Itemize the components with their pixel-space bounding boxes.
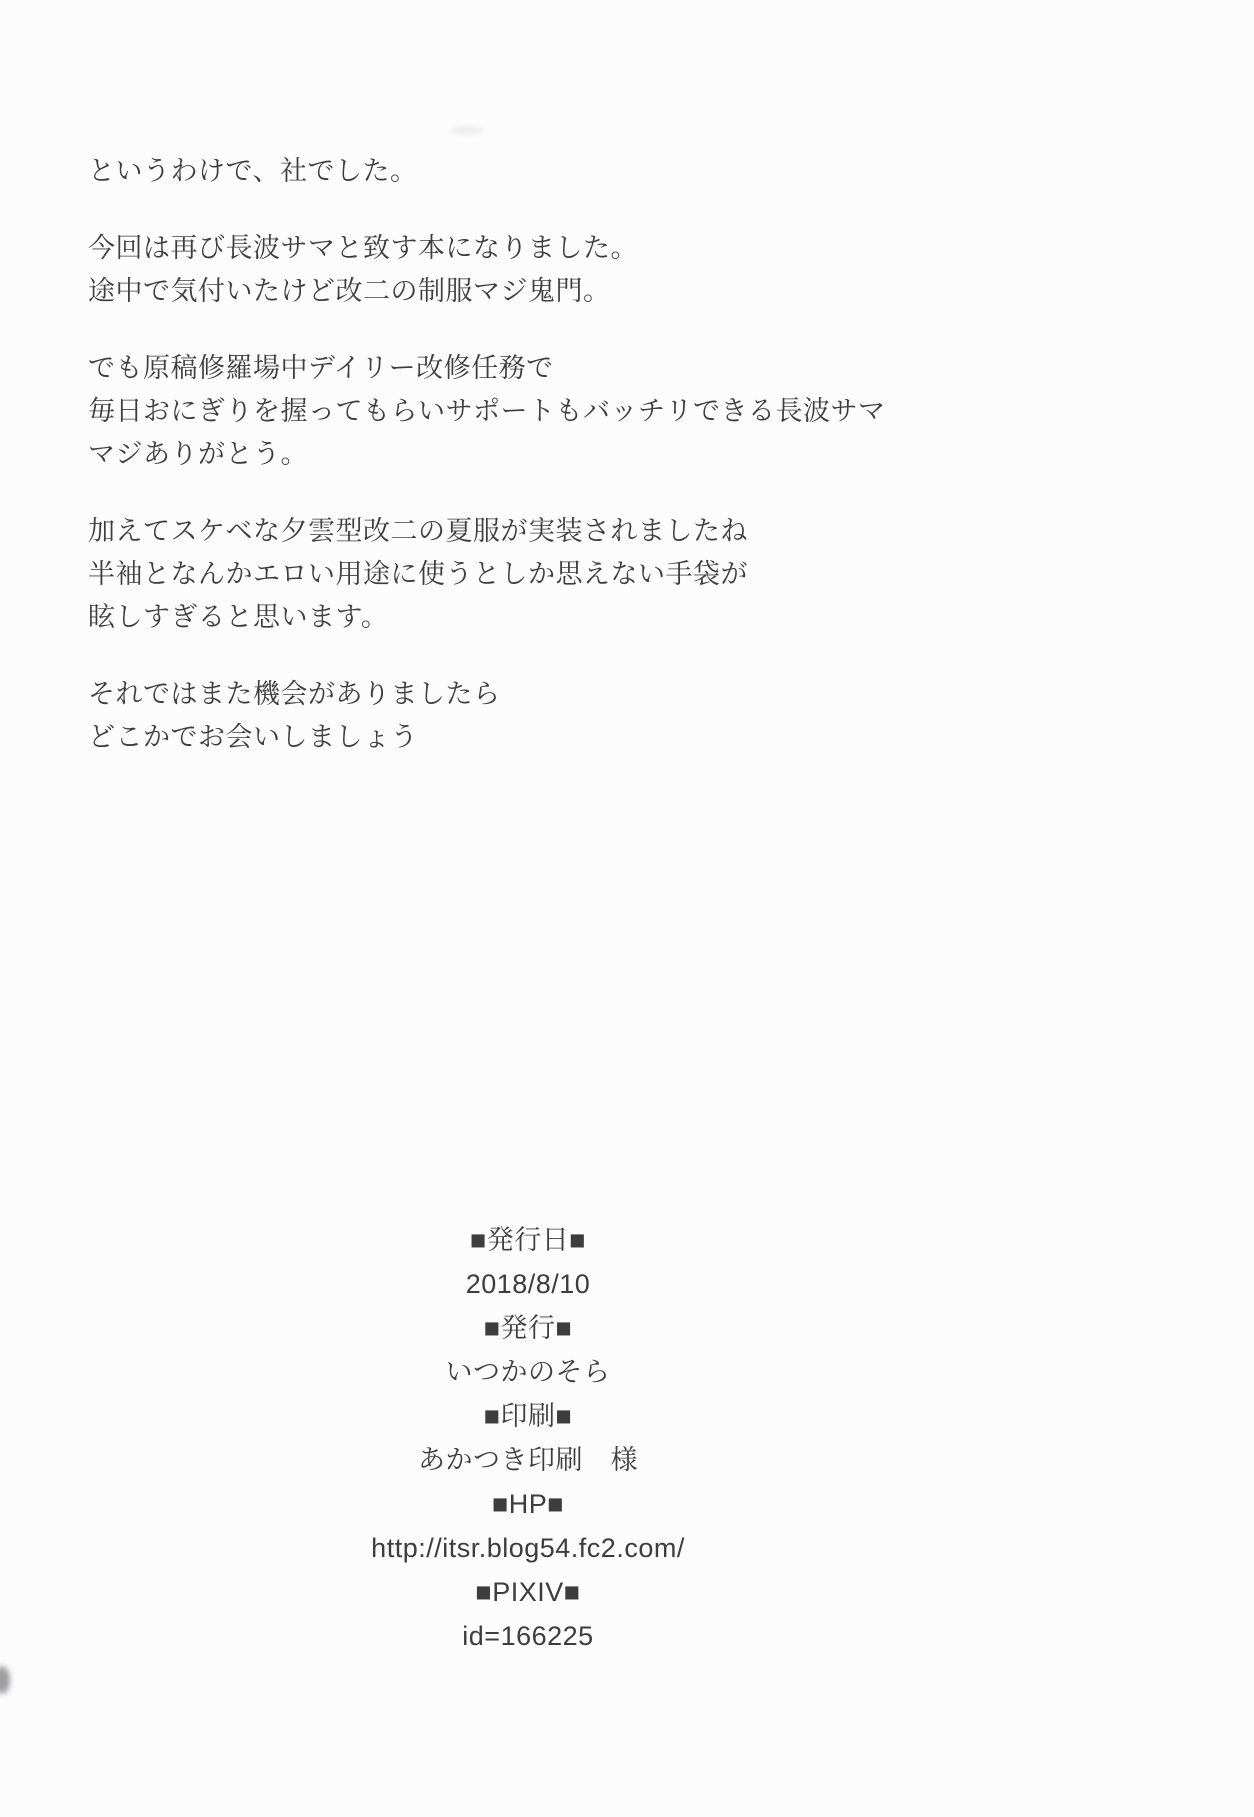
- colophon-value-publication-date: 2018/8/10: [465, 1269, 591, 1299]
- afterword-line: 眩しすぎると思います。: [88, 602, 389, 632]
- afterword-line: 毎日おにぎりを握ってもらいサポートもバッチリできる長波サマ: [88, 396, 886, 426]
- colophon-value-pixiv-id: id=166225: [462, 1621, 594, 1651]
- colophon-label-pixiv: ■PIXIV■: [475, 1577, 581, 1607]
- colophon-value-printer: あかつき印刷 様: [418, 1445, 638, 1475]
- scan-mark-artifact: [0, 1666, 10, 1694]
- afterword-line: マジありがとう。: [88, 439, 308, 469]
- afterword-text-block: [88, 150, 1168, 793]
- colophon-label-printer: ■印刷■: [483, 1401, 573, 1431]
- afterword-line: どこかでお会いしましょう: [88, 722, 418, 752]
- afterword-line: 今回は再び長波サマと致す本になりました。: [88, 233, 638, 263]
- colophon-label-homepage: ■HP■: [491, 1489, 565, 1519]
- afterword-paragraph: [88, 150, 1168, 193]
- afterword-line: というわけで、社でした。: [88, 156, 418, 186]
- afterword-paragraph: [88, 347, 1168, 476]
- colophon-value-publisher: いつかのそら: [445, 1357, 611, 1387]
- afterword-line: 途中で気付いたけど改二の制服マジ鬼門。: [88, 276, 611, 306]
- colophon-label-publisher: ■発行■: [483, 1313, 573, 1343]
- afterword-line: でも原稿修羅場中デイリー改修任務で: [88, 353, 554, 383]
- colophon-block: [0, 1218, 1056, 1658]
- colophon-label-publication-date: ■発行日■: [469, 1225, 587, 1255]
- colophon-value-homepage-url: http://itsr.blog54.fc2.com/: [371, 1533, 685, 1563]
- scan-smudge-artifact: [450, 126, 484, 135]
- afterword-paragraph: [88, 227, 1168, 313]
- afterword-line: 加えてスケベな夕雲型改二の夏服が実装されましたね: [88, 516, 748, 546]
- afterword-line: それではまた機会がありましたら: [88, 679, 501, 709]
- afterword-line: 半袖となんかエロい用途に使うとしか思えない手袋が: [88, 559, 748, 589]
- afterword-paragraph: [88, 673, 1168, 759]
- afterword-paragraph: [88, 510, 1168, 639]
